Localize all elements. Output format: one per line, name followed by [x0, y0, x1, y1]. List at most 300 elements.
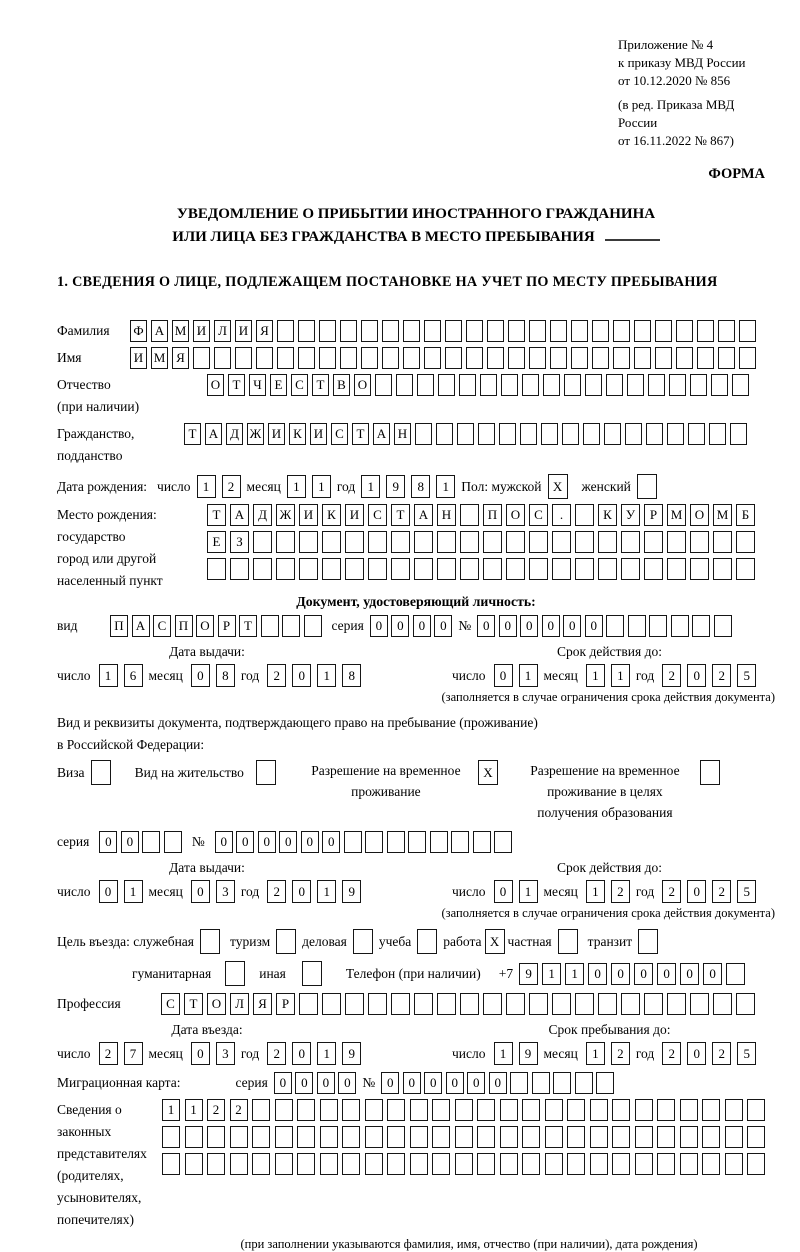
form-cell[interactable]: [387, 1099, 405, 1121]
entry-year-cells[interactable]: [267, 1042, 361, 1065]
form-cell[interactable]: [648, 374, 665, 396]
form-cell[interactable]: 0: [258, 831, 276, 853]
form-cell[interactable]: 0: [477, 615, 495, 637]
form-cell[interactable]: [299, 531, 318, 553]
form-cell[interactable]: 1: [611, 664, 630, 687]
form-cell[interactable]: И: [193, 320, 210, 342]
form-cell[interactable]: [445, 347, 462, 369]
form-cell[interactable]: [567, 1099, 585, 1121]
form-cell[interactable]: 0: [494, 880, 513, 903]
form-cell[interactable]: [298, 347, 315, 369]
form-cell[interactable]: [387, 1153, 405, 1175]
form-cell[interactable]: [657, 1126, 675, 1148]
form-cell[interactable]: Т: [352, 423, 369, 445]
purpose-business-checkbox[interactable]: [353, 929, 373, 954]
form-cell[interactable]: П: [175, 615, 193, 637]
form-cell[interactable]: [344, 831, 362, 853]
birth-month-cells[interactable]: [287, 475, 331, 498]
form-cell[interactable]: [477, 1126, 495, 1148]
form-cell[interactable]: 1: [124, 880, 143, 903]
form-cell[interactable]: Р: [276, 993, 295, 1015]
form-cell[interactable]: [506, 531, 525, 553]
form-cell[interactable]: [437, 558, 456, 580]
form-cell[interactable]: [732, 374, 749, 396]
form-cell[interactable]: 0: [634, 963, 653, 985]
form-cell[interactable]: [667, 993, 686, 1015]
form-cell[interactable]: 1: [565, 963, 584, 985]
form-cell[interactable]: С: [368, 504, 387, 526]
form-cell[interactable]: [501, 374, 518, 396]
form-cell[interactable]: [649, 615, 667, 637]
rvp-number-cells[interactable]: [215, 831, 513, 853]
form-cell[interactable]: [550, 320, 567, 342]
stay-year-cells[interactable]: [662, 1042, 756, 1065]
form-cell[interactable]: [604, 423, 621, 445]
form-cell[interactable]: [487, 320, 504, 342]
form-cell[interactable]: [253, 558, 272, 580]
form-cell[interactable]: [713, 993, 732, 1015]
form-cell[interactable]: [414, 558, 433, 580]
form-cell[interactable]: [697, 347, 714, 369]
form-cell[interactable]: [676, 347, 693, 369]
form-cell[interactable]: [230, 1126, 248, 1148]
form-cell[interactable]: [207, 1126, 225, 1148]
form-cell[interactable]: [424, 347, 441, 369]
form-cell[interactable]: 1: [494, 1042, 513, 1065]
form-cell[interactable]: [635, 1126, 653, 1148]
form-cell[interactable]: [522, 1099, 540, 1121]
form-cell[interactable]: [252, 1126, 270, 1148]
entry-month-cells[interactable]: [191, 1042, 235, 1065]
form-cell[interactable]: [657, 1099, 675, 1121]
form-cell[interactable]: 0: [295, 1072, 313, 1094]
form-cell[interactable]: А: [151, 320, 168, 342]
form-cell[interactable]: 0: [520, 615, 538, 637]
form-cell[interactable]: [508, 320, 525, 342]
form-cell[interactable]: 2: [207, 1099, 225, 1121]
form-cell[interactable]: [382, 320, 399, 342]
form-cell[interactable]: 1: [519, 664, 538, 687]
form-cell[interactable]: 0: [703, 963, 722, 985]
form-cell[interactable]: Р: [218, 615, 236, 637]
form-cell[interactable]: Я: [253, 993, 272, 1015]
form-cell[interactable]: Т: [312, 374, 329, 396]
form-cell[interactable]: [575, 531, 594, 553]
form-cell[interactable]: И: [130, 347, 147, 369]
form-cell[interactable]: [410, 1153, 428, 1175]
form-cell[interactable]: [460, 531, 479, 553]
doc-until-day-cells[interactable]: [494, 664, 538, 687]
rvp-issue-year-cells[interactable]: [267, 880, 361, 903]
form-cell[interactable]: [320, 1099, 338, 1121]
rvp-issue-day-cells[interactable]: [99, 880, 143, 903]
form-cell[interactable]: 0: [446, 1072, 464, 1094]
residence-permit-checkbox[interactable]: [256, 760, 276, 785]
form-cell[interactable]: [634, 347, 651, 369]
form-cell[interactable]: 0: [499, 615, 517, 637]
doc-number-cells[interactable]: [477, 615, 732, 637]
form-cell[interactable]: 0: [611, 963, 630, 985]
form-cell[interactable]: [365, 1126, 383, 1148]
form-cell[interactable]: [613, 347, 630, 369]
purpose-study-checkbox[interactable]: [417, 929, 437, 954]
form-cell[interactable]: 0: [99, 880, 118, 903]
form-cell[interactable]: М: [151, 347, 168, 369]
form-cell[interactable]: [718, 320, 735, 342]
form-cell[interactable]: [655, 347, 672, 369]
form-cell[interactable]: К: [598, 504, 617, 526]
form-cell[interactable]: [552, 993, 571, 1015]
form-cell[interactable]: [466, 320, 483, 342]
form-cell[interactable]: 0: [467, 1072, 485, 1094]
form-cell[interactable]: [612, 1153, 630, 1175]
form-cell[interactable]: Т: [184, 423, 201, 445]
form-cell[interactable]: 0: [489, 1072, 507, 1094]
form-cell[interactable]: [368, 558, 387, 580]
form-cell[interactable]: С: [529, 504, 548, 526]
form-cell[interactable]: Д: [253, 504, 272, 526]
form-cell[interactable]: [445, 320, 462, 342]
form-cell[interactable]: А: [230, 504, 249, 526]
form-cell[interactable]: 5: [737, 1042, 756, 1065]
form-cell[interactable]: [408, 831, 426, 853]
form-cell[interactable]: [473, 831, 491, 853]
form-cell[interactable]: [529, 531, 548, 553]
form-cell[interactable]: Е: [270, 374, 287, 396]
form-cell[interactable]: Е: [207, 531, 226, 553]
form-cell[interactable]: [634, 320, 651, 342]
form-cell[interactable]: [185, 1126, 203, 1148]
mig-number-cells[interactable]: [381, 1072, 614, 1094]
form-cell[interactable]: Т: [228, 374, 245, 396]
rvp-until-day-cells[interactable]: [494, 880, 538, 903]
form-cell[interactable]: [621, 531, 640, 553]
form-cell[interactable]: 0: [274, 1072, 292, 1094]
form-cell[interactable]: 1: [361, 475, 380, 498]
form-cell[interactable]: 8: [411, 475, 430, 498]
form-cell[interactable]: Т: [239, 615, 257, 637]
visa-checkbox[interactable]: [91, 760, 111, 785]
form-cell[interactable]: [709, 423, 726, 445]
temp-residence-checkbox[interactable]: X: [478, 760, 498, 785]
form-cell[interactable]: [730, 423, 747, 445]
form-cell[interactable]: [543, 374, 560, 396]
form-cell[interactable]: [382, 347, 399, 369]
form-cell[interactable]: [676, 320, 693, 342]
form-cell[interactable]: 2: [712, 880, 731, 903]
form-cell[interactable]: .: [552, 504, 571, 526]
form-cell[interactable]: 0: [657, 963, 676, 985]
form-cell[interactable]: [621, 558, 640, 580]
form-cell[interactable]: [747, 1153, 765, 1175]
form-cell[interactable]: [162, 1126, 180, 1148]
form-cell[interactable]: [432, 1126, 450, 1148]
form-cell[interactable]: [747, 1099, 765, 1121]
form-cell[interactable]: 1: [197, 475, 216, 498]
form-cell[interactable]: [508, 347, 525, 369]
form-cell[interactable]: [567, 1153, 585, 1175]
form-cell[interactable]: [598, 531, 617, 553]
form-cell[interactable]: 0: [292, 664, 311, 687]
form-cell[interactable]: 0: [191, 1042, 210, 1065]
form-cell[interactable]: [417, 374, 434, 396]
form-cell[interactable]: О: [690, 504, 709, 526]
form-cell[interactable]: [322, 531, 341, 553]
form-cell[interactable]: [483, 531, 502, 553]
form-cell[interactable]: [387, 831, 405, 853]
form-cell[interactable]: Ф: [130, 320, 147, 342]
form-cell[interactable]: 0: [687, 1042, 706, 1065]
form-cell[interactable]: Р: [644, 504, 663, 526]
form-cell[interactable]: [747, 1126, 765, 1148]
form-cell[interactable]: [230, 558, 249, 580]
purpose-humanitarian-checkbox[interactable]: [225, 961, 245, 986]
form-cell[interactable]: 0: [322, 831, 340, 853]
form-cell[interactable]: 0: [403, 1072, 421, 1094]
form-cell[interactable]: [522, 1126, 540, 1148]
form-cell[interactable]: [725, 1126, 743, 1148]
form-cell[interactable]: 1: [162, 1099, 180, 1121]
form-cell[interactable]: 1: [519, 880, 538, 903]
rvp-series-cells[interactable]: [99, 831, 182, 853]
form-cell[interactable]: [365, 1153, 383, 1175]
form-cell[interactable]: [414, 531, 433, 553]
form-cell[interactable]: [667, 531, 686, 553]
form-cell[interactable]: 7: [124, 1042, 143, 1065]
form-cell[interactable]: [162, 1153, 180, 1175]
form-cell[interactable]: П: [483, 504, 502, 526]
form-cell[interactable]: [562, 423, 579, 445]
form-cell[interactable]: [256, 347, 273, 369]
form-cell[interactable]: [590, 1153, 608, 1175]
form-cell[interactable]: [718, 347, 735, 369]
form-cell[interactable]: У: [621, 504, 640, 526]
form-cell[interactable]: [655, 320, 672, 342]
temp-residence-edu-checkbox[interactable]: [700, 760, 720, 785]
form-cell[interactable]: [739, 320, 756, 342]
form-cell[interactable]: [387, 1126, 405, 1148]
form-cell[interactable]: [459, 374, 476, 396]
form-cell[interactable]: [590, 1126, 608, 1148]
form-cell[interactable]: [529, 993, 548, 1015]
form-cell[interactable]: [276, 558, 295, 580]
form-cell[interactable]: 8: [216, 664, 235, 687]
form-cell[interactable]: 1: [312, 475, 331, 498]
form-cell[interactable]: А: [205, 423, 222, 445]
form-cell[interactable]: Н: [437, 504, 456, 526]
form-cell[interactable]: 1: [185, 1099, 203, 1121]
form-cell[interactable]: [365, 831, 383, 853]
form-cell[interactable]: [628, 615, 646, 637]
form-cell[interactable]: О: [196, 615, 214, 637]
form-cell[interactable]: Л: [230, 993, 249, 1015]
form-cell[interactable]: [692, 615, 710, 637]
form-cell[interactable]: [690, 374, 707, 396]
form-cell[interactable]: [506, 993, 525, 1015]
entry-day-cells[interactable]: [99, 1042, 143, 1065]
form-cell[interactable]: 2: [267, 1042, 286, 1065]
form-cell[interactable]: 0: [121, 831, 139, 853]
form-cell[interactable]: 0: [236, 831, 254, 853]
form-cell[interactable]: [494, 831, 512, 853]
form-cell[interactable]: [391, 558, 410, 580]
form-cell[interactable]: И: [310, 423, 327, 445]
form-cell[interactable]: С: [153, 615, 171, 637]
form-cell[interactable]: М: [172, 320, 189, 342]
rvp-issue-month-cells[interactable]: [191, 880, 235, 903]
form-cell[interactable]: 2: [662, 880, 681, 903]
form-cell[interactable]: 2: [267, 664, 286, 687]
form-cell[interactable]: 8: [342, 664, 361, 687]
representatives-cells-row3[interactable]: [162, 1153, 765, 1175]
citizenship-cells[interactable]: [184, 423, 747, 445]
form-cell[interactable]: [261, 615, 279, 637]
form-cell[interactable]: [342, 1126, 360, 1148]
birthplace-cells-row2[interactable]: [207, 531, 755, 553]
form-cell[interactable]: 3: [216, 1042, 235, 1065]
form-cell[interactable]: [711, 374, 728, 396]
doc-issue-day-cells[interactable]: [99, 664, 143, 687]
form-cell[interactable]: [487, 347, 504, 369]
doc-kind-cells[interactable]: [110, 615, 322, 637]
form-cell[interactable]: 0: [370, 615, 388, 637]
doc-until-month-cells[interactable]: [586, 664, 630, 687]
form-cell[interactable]: 0: [301, 831, 319, 853]
form-cell[interactable]: 0: [588, 963, 607, 985]
surname-cells[interactable]: [130, 320, 756, 342]
form-cell[interactable]: М: [667, 504, 686, 526]
form-cell[interactable]: М: [713, 504, 732, 526]
form-cell[interactable]: О: [207, 374, 224, 396]
form-cell[interactable]: И: [235, 320, 252, 342]
form-cell[interactable]: [164, 831, 182, 853]
form-cell[interactable]: [320, 1153, 338, 1175]
form-cell[interactable]: [253, 531, 272, 553]
form-cell[interactable]: 2: [611, 1042, 630, 1065]
form-cell[interactable]: [478, 423, 495, 445]
form-cell[interactable]: [396, 374, 413, 396]
form-cell[interactable]: [592, 320, 609, 342]
form-cell[interactable]: [340, 347, 357, 369]
form-cell[interactable]: [736, 558, 755, 580]
form-cell[interactable]: 2: [99, 1042, 118, 1065]
form-cell[interactable]: 1: [436, 475, 455, 498]
form-cell[interactable]: П: [110, 615, 128, 637]
form-cell[interactable]: [438, 374, 455, 396]
form-cell[interactable]: [725, 1153, 743, 1175]
form-cell[interactable]: [550, 347, 567, 369]
stay-day-cells[interactable]: [494, 1042, 538, 1065]
form-cell[interactable]: [414, 993, 433, 1015]
form-cell[interactable]: 9: [386, 475, 405, 498]
form-cell[interactable]: 1: [586, 1042, 605, 1065]
form-cell[interactable]: [575, 993, 594, 1015]
form-cell[interactable]: [436, 423, 453, 445]
form-cell[interactable]: [736, 531, 755, 553]
form-cell[interactable]: [437, 531, 456, 553]
form-cell[interactable]: Л: [214, 320, 231, 342]
form-cell[interactable]: [275, 1099, 293, 1121]
form-cell[interactable]: [345, 993, 364, 1015]
form-cell[interactable]: [702, 1153, 720, 1175]
form-cell[interactable]: И: [345, 504, 364, 526]
form-cell[interactable]: 2: [662, 1042, 681, 1065]
form-cell[interactable]: [185, 1153, 203, 1175]
representatives-cells-row2[interactable]: [162, 1126, 765, 1148]
doc-issue-year-cells[interactable]: [267, 664, 361, 687]
form-cell[interactable]: 1: [317, 1042, 336, 1065]
form-cell[interactable]: [276, 531, 295, 553]
form-cell[interactable]: [726, 963, 745, 985]
form-cell[interactable]: 0: [279, 831, 297, 853]
form-cell[interactable]: [575, 504, 594, 526]
form-cell[interactable]: [553, 1072, 571, 1094]
form-cell[interactable]: [319, 320, 336, 342]
form-cell[interactable]: [612, 1126, 630, 1148]
form-cell[interactable]: [483, 993, 502, 1015]
form-cell[interactable]: [345, 531, 364, 553]
form-cell[interactable]: [277, 320, 294, 342]
form-cell[interactable]: Ж: [276, 504, 295, 526]
form-cell[interactable]: [635, 1153, 653, 1175]
purpose-other-checkbox[interactable]: [302, 961, 322, 986]
form-cell[interactable]: [552, 558, 571, 580]
form-cell[interactable]: 2: [222, 475, 241, 498]
form-cell[interactable]: 0: [680, 963, 699, 985]
form-cell[interactable]: 0: [391, 615, 409, 637]
form-cell[interactable]: [460, 558, 479, 580]
form-cell[interactable]: А: [373, 423, 390, 445]
form-cell[interactable]: 1: [317, 880, 336, 903]
firstname-cells[interactable]: [130, 347, 756, 369]
form-cell[interactable]: [282, 615, 300, 637]
form-cell[interactable]: 0: [215, 831, 233, 853]
form-cell[interactable]: [477, 1153, 495, 1175]
form-cell[interactable]: [612, 1099, 630, 1121]
form-cell[interactable]: Ч: [249, 374, 266, 396]
form-cell[interactable]: [477, 1099, 495, 1121]
form-cell[interactable]: [627, 374, 644, 396]
form-cell[interactable]: [297, 1126, 315, 1148]
form-cell[interactable]: [644, 558, 663, 580]
form-cell[interactable]: [230, 1153, 248, 1175]
form-cell[interactable]: [322, 558, 341, 580]
form-cell[interactable]: 0: [381, 1072, 399, 1094]
form-cell[interactable]: 0: [292, 880, 311, 903]
form-cell[interactable]: А: [414, 504, 433, 526]
form-cell[interactable]: [667, 423, 684, 445]
form-cell[interactable]: 0: [292, 1042, 311, 1065]
form-cell[interactable]: 2: [267, 880, 286, 903]
form-cell[interactable]: [552, 531, 571, 553]
form-cell[interactable]: [304, 615, 322, 637]
form-cell[interactable]: 9: [342, 1042, 361, 1065]
form-cell[interactable]: [430, 831, 448, 853]
form-cell[interactable]: [529, 320, 546, 342]
birthplace-cells-row3[interactable]: [207, 558, 755, 580]
form-cell[interactable]: [522, 374, 539, 396]
form-cell[interactable]: [680, 1153, 698, 1175]
form-cell[interactable]: [297, 1153, 315, 1175]
form-cell[interactable]: 2: [611, 880, 630, 903]
form-cell[interactable]: 2: [712, 664, 731, 687]
form-cell[interactable]: [432, 1153, 450, 1175]
form-cell[interactable]: [657, 1153, 675, 1175]
form-cell[interactable]: 5: [737, 664, 756, 687]
form-cell[interactable]: [529, 347, 546, 369]
sex-male-checkbox[interactable]: X: [548, 474, 568, 499]
form-cell[interactable]: [298, 320, 315, 342]
